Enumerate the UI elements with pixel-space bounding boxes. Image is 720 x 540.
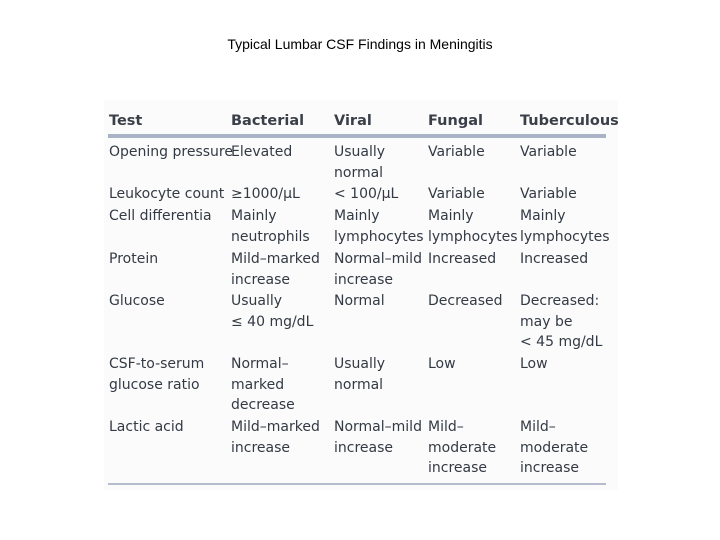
table-cell: Normal–mild increase bbox=[334, 251, 422, 288]
table-cell: Decreased: may be < 45 mg/dL bbox=[520, 293, 603, 350]
table-cell: Glucose bbox=[109, 293, 165, 309]
table-cell: Low bbox=[520, 356, 548, 372]
table-cell: Mainly lymphocytes bbox=[520, 208, 610, 245]
table-cell: Increased bbox=[520, 251, 589, 267]
table-cell: Elevated bbox=[231, 144, 293, 160]
table-cell: Normal bbox=[334, 293, 385, 309]
header-bacterial: Bacterial bbox=[231, 113, 305, 129]
csf-findings-table bbox=[104, 100, 618, 490]
slide-title: Typical Lumbar CSF Findings in Meningitis bbox=[227, 36, 493, 52]
table-cell: Variable bbox=[520, 186, 577, 202]
table-cell: Mild–moderate increase bbox=[520, 419, 589, 476]
table-cell: Cell differentia bbox=[109, 208, 212, 224]
header-tuberculous: Tuberculous bbox=[520, 113, 619, 129]
bottom-divider bbox=[108, 483, 606, 485]
table-cell: Low bbox=[428, 356, 456, 372]
table-cell: Mainly neutrophils bbox=[231, 208, 310, 245]
table-cell: Variable bbox=[520, 144, 577, 160]
header-test: Test bbox=[109, 113, 143, 129]
table-cell: Increased bbox=[428, 251, 497, 267]
table-cell: Usually normal bbox=[334, 356, 386, 393]
table-cell: CSF-to-serum glucose ratio bbox=[109, 356, 205, 393]
table-cell: < 100/µL bbox=[334, 186, 399, 202]
table-cell: Variable bbox=[428, 144, 485, 160]
table-cell: Mild–marked increase bbox=[231, 419, 320, 456]
table-cell: Normal– marked decrease bbox=[231, 356, 295, 413]
table-cell: Lactic acid bbox=[109, 419, 184, 435]
table-cell: Leukocyte count bbox=[109, 186, 225, 202]
table-cell: Protein bbox=[109, 251, 159, 267]
table-cell: Usually ≤ 40 mg/dL bbox=[231, 293, 314, 330]
table-cell: Mainly lymphocytes bbox=[428, 208, 518, 245]
table-cell: Decreased bbox=[428, 293, 503, 309]
table-cell: Opening pressure bbox=[109, 144, 233, 160]
table-cell: Mild– moderate increase bbox=[428, 419, 497, 476]
table-cell: Normal–mild increase bbox=[334, 419, 422, 456]
table-cell: Mainly lymphocytes bbox=[334, 208, 424, 245]
header-divider bbox=[108, 134, 606, 138]
header-viral: Viral bbox=[334, 113, 372, 129]
table-cell: ≥1000/µL bbox=[231, 186, 300, 202]
table-cell: Variable bbox=[428, 186, 485, 202]
header-fungal: Fungal bbox=[428, 113, 483, 129]
table-cell: Mild–marked increase bbox=[231, 251, 320, 288]
table-cell: Usually normal bbox=[334, 144, 386, 181]
